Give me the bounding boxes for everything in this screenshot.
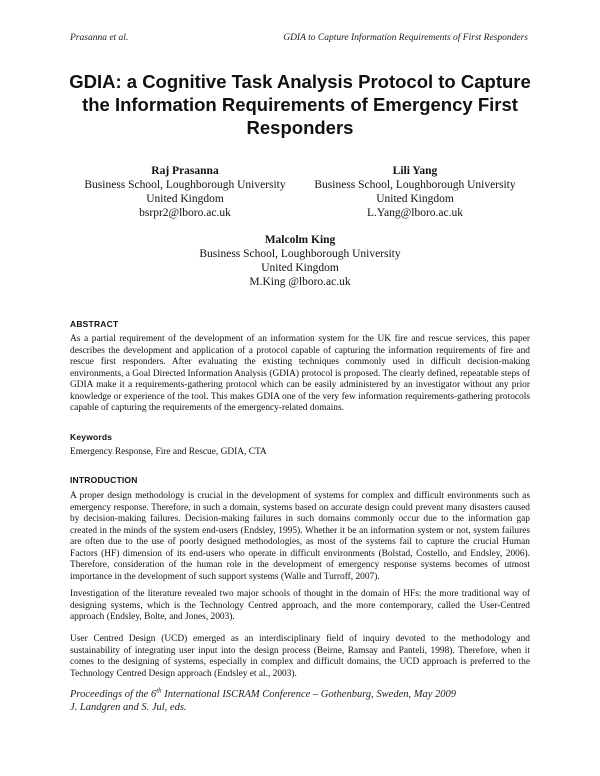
author-name: Malcolm King — [264, 234, 336, 246]
intro-paragraph: Investigation of the literature revealed two major schools of thought in the domain of HFs: the more traditional way of designing systems, which is the Technology Centred approach, and the more contemporary, called the User-Centred approach (Endsley, Bolte, and Jones, 2003). — [70, 589, 530, 622]
author-affiliation: Business School, Loughborough University — [199, 248, 401, 260]
author-block — [300, 164, 530, 220]
author-name: Raj Prasanna — [151, 165, 219, 177]
proceedings-suffix: International ISCRAM Conference – Gothenburg, Sweden, May 2009 — [161, 689, 457, 700]
abstract-text: As a partial requirement of the development of an information system for the UK fire and rescue services, this paper describes the development and application of a protocol capable of capturing the information requirements of fire and rescue first responders. After evaluating the existing techniques commonly used in difficult decision-making environments, a Goal Directed Information Analysis (GDIA) protocol is proposed. The clearly defined, repeatable steps of GDIA make it a requirements-gathering protocol which can be easily administered by an investigator without any prior knowledge or experience of the tool. This makes GDIA one of the very few information requirements-gathering protocols capable of capturing the requirements of the emergency-related domains. — [70, 334, 530, 413]
author-name: Lili Yang — [392, 165, 438, 177]
abstract-heading: ABSTRACT — [70, 319, 119, 329]
keywords-heading: Keywords — [70, 432, 113, 442]
proceedings-editors: J. Landgren and S. Jul, eds. — [70, 702, 187, 713]
proceedings-line — [70, 688, 540, 701]
intro-paragraph: User Centred Design (UCD) emerged as an interdisciplinary field of inquiry devoted to the methodology and sustainability of integrating user input into the design process (Beirne, Ramsay and Panteli, 1998). Therefore, when it comes to the designing of systems, especially in complex and difficult domains, the UCD approach is preferred to the Technology Centred Design approach (Endsley et al., 2003). — [70, 634, 530, 679]
header-short-title: GDIA to Capture Information Requirements of First Responders — [283, 33, 528, 43]
proceedings-prefix: Proceedings of the 6 — [70, 689, 157, 700]
author-country: United Kingdom — [261, 262, 339, 274]
author-country: United Kingdom — [376, 193, 454, 205]
author-email: M.King @lboro.ac.uk — [249, 276, 351, 288]
intro-paragraph: A proper design methodology is crucial in the development of systems for complex and difficult environments such as emergency response. Therefore, in such a domain, systems based on accurate design could prevent many disasters caused by decision-making failures. Decision-making failures in such domains commonly occur due to the information gap created in the minds of the system end-users (Endsley, 1995). Whether it be an information system or not, system failures are often due to the use of poorly designed methodologies, as most of the systems fail to capture the crucial Human Factors (HF) dimension of its end-users who operate in difficult environments (Bolstad, Costello, and Endsley, 2006). Therefore, consideration of the human role in the development of emergency response systems becomes of utmost importance in the development of such support systems (Walle and Turroff, 2007). — [70, 491, 530, 582]
paper-title: GDIA: a Cognitive Task Analysis Protocol to Capture the Information Requirements of Emergency First Responders — [69, 71, 531, 138]
header-authors: Prasanna et al. — [70, 33, 129, 43]
author-affiliation: Business School, Loughborough University — [314, 179, 516, 191]
introduction-heading: INTRODUCTION — [70, 475, 138, 485]
proceedings-footer — [70, 688, 540, 714]
proceedings-ordinal: th — [156, 686, 162, 695]
running-header — [70, 33, 528, 43]
author-block — [70, 164, 300, 220]
author-email: bsrpr2@lboro.ac.uk — [139, 207, 231, 219]
author-email: L.Yang@lboro.ac.uk — [367, 207, 463, 219]
author-block — [180, 233, 420, 289]
author-country: United Kingdom — [146, 193, 224, 205]
author-affiliation: Business School, Loughborough University — [84, 179, 286, 191]
keywords-text: Emergency Response, Fire and Rescue, GDIA, CTA — [70, 447, 267, 457]
